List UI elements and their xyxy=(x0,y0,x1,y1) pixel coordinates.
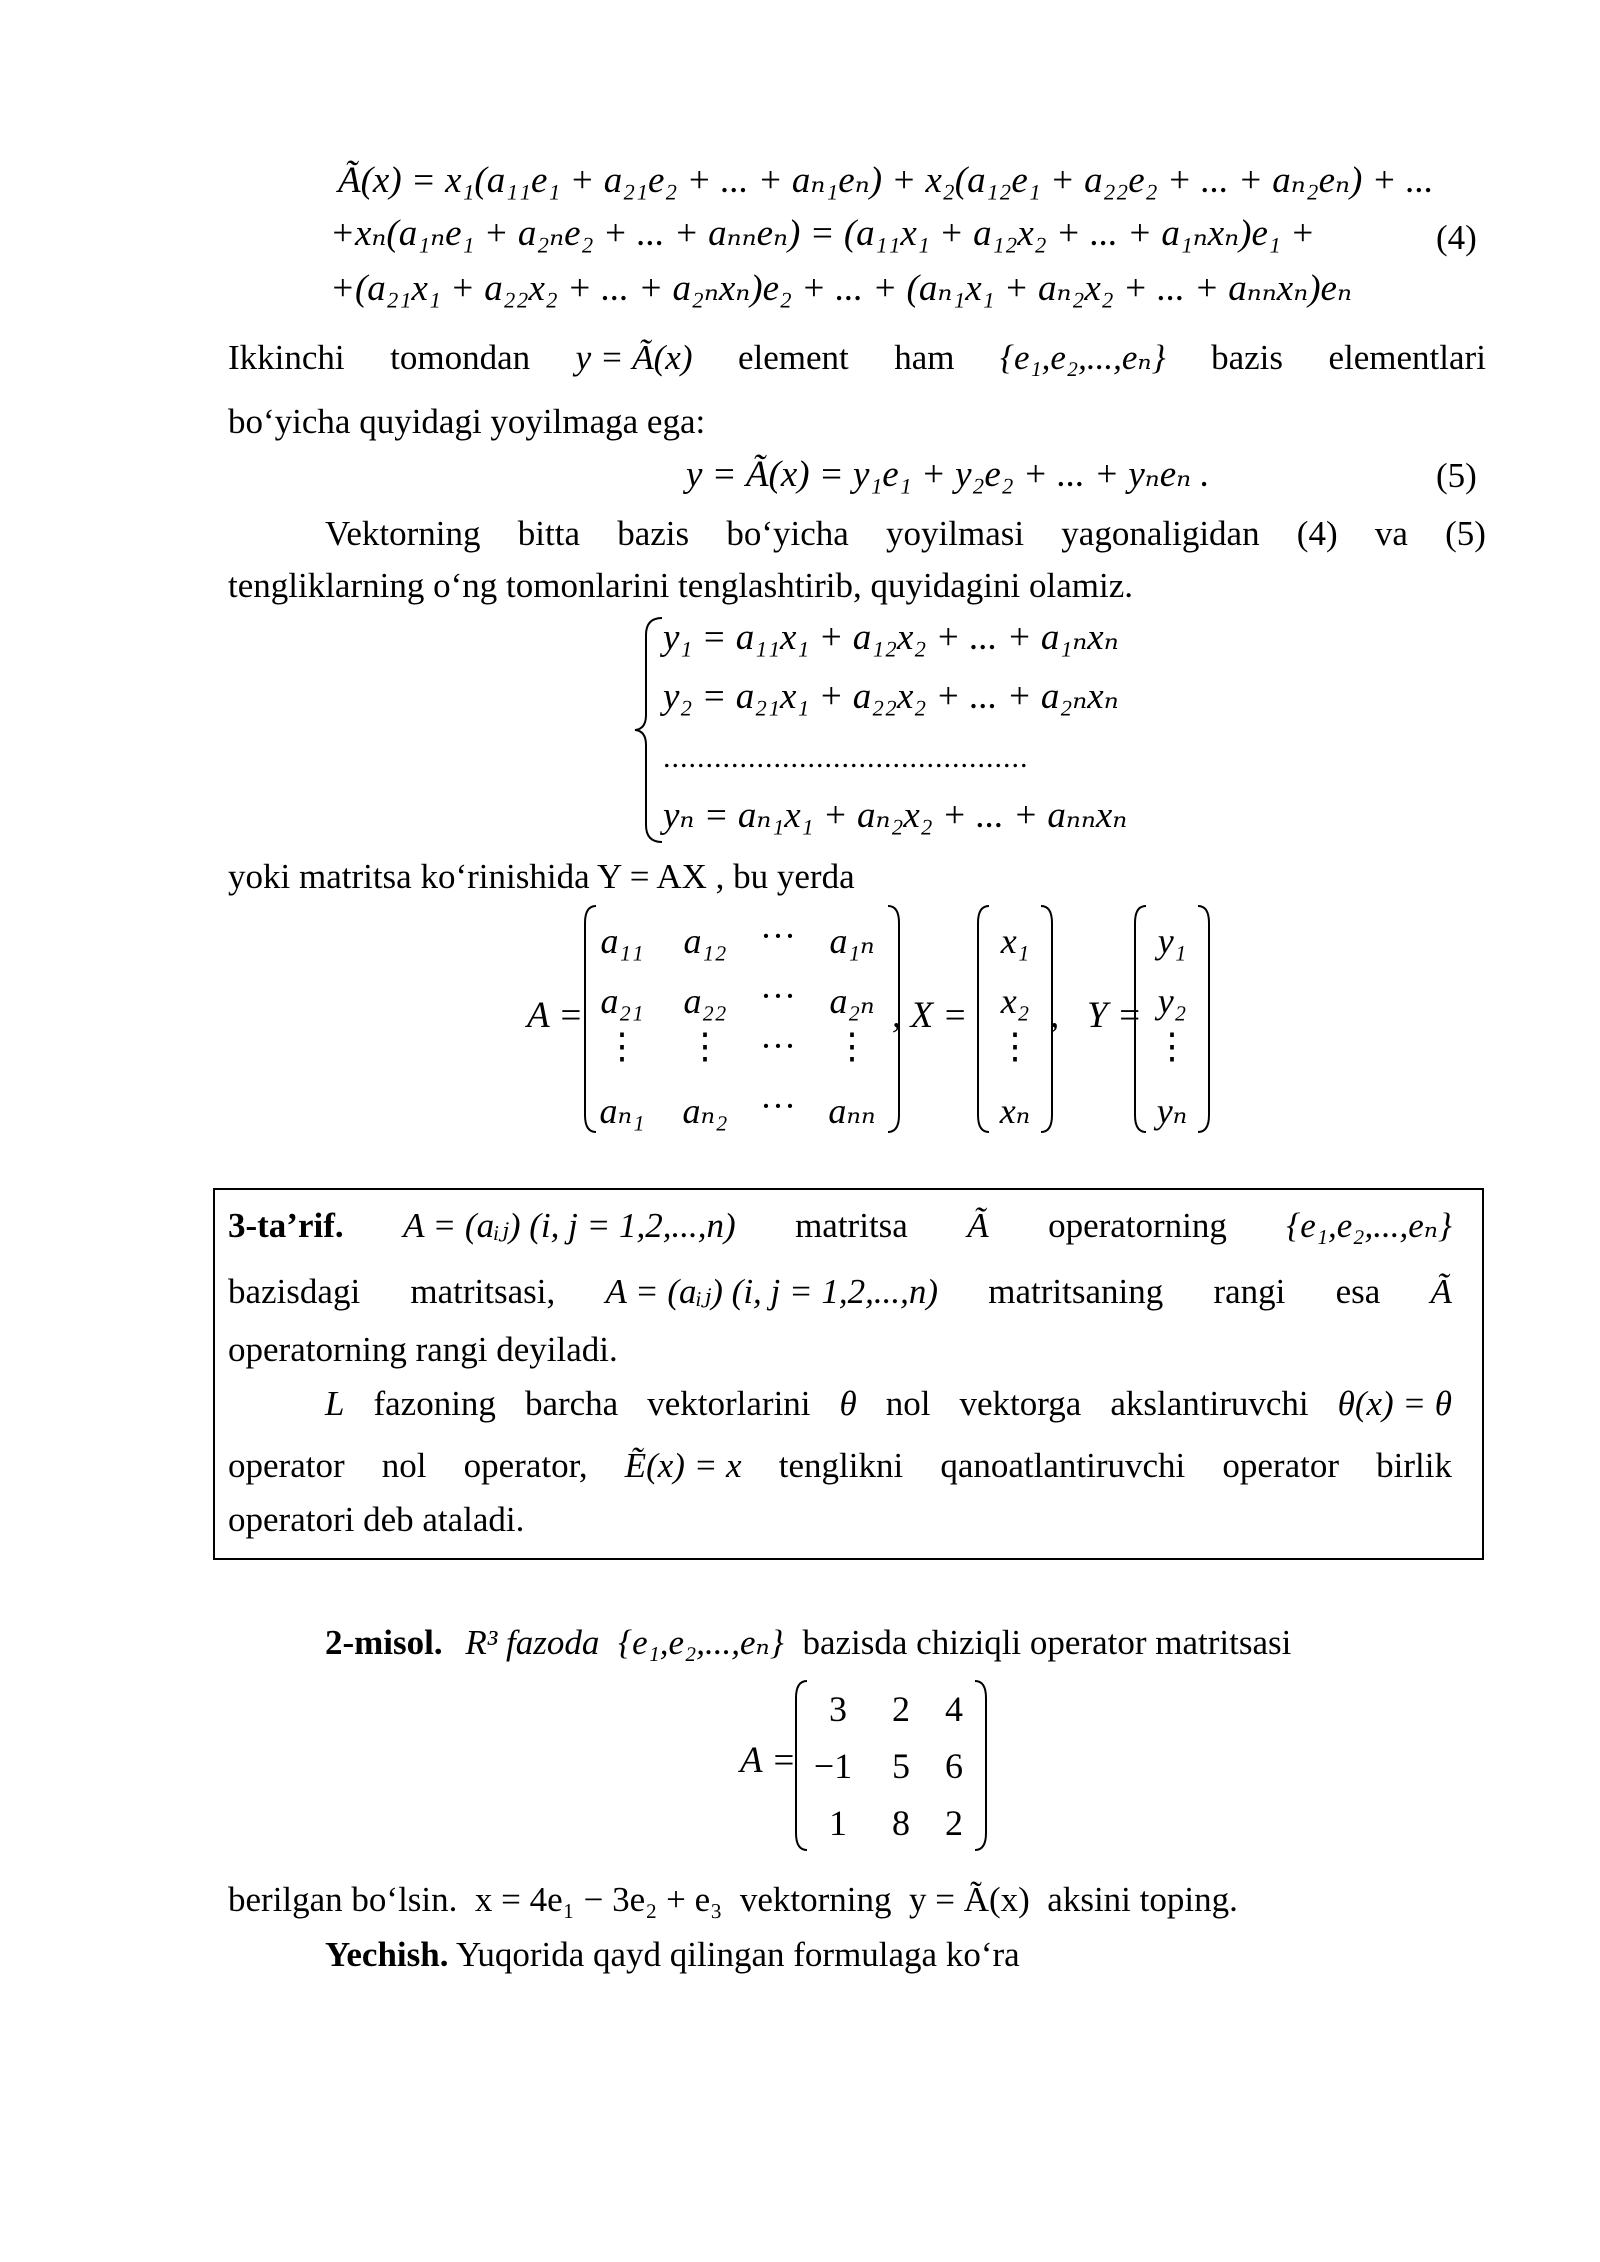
word: bitta xyxy=(517,514,580,553)
word: matritsaning xyxy=(988,1272,1164,1311)
matrix-Y-cell: yₙ xyxy=(1156,1091,1188,1131)
eq5-formula: y = Ã(x) = y₁e₁ + y₂e₂ + ... + yₙeₙ . xyxy=(686,454,1210,495)
word: tomondan xyxy=(390,338,531,377)
system-rown: yₙ = aₙ₁x₁ + aₙ₂x₂ + ... + aₙₙxₙ xyxy=(663,795,1128,836)
example-matrix-cell: 1 xyxy=(829,1803,847,1843)
example-title: 2-misol. xyxy=(325,1623,443,1662)
basis-set: {e₁,e₂,...,eₙ} xyxy=(618,1623,784,1662)
eq5-number: (5) xyxy=(1436,456,1477,495)
definition-line5 xyxy=(228,1446,1452,1486)
word: matritsasi, xyxy=(410,1272,556,1311)
example-given: berilgan bo‘lsin. x = 4e₁ − 3e₂ + e₃ vektorning y = Ã(x) aksini toping. xyxy=(228,1880,1238,1919)
word: matritsa xyxy=(795,1206,908,1245)
example-text: bazisda chiziqli operator matritsasi xyxy=(802,1623,1292,1662)
definition-line6: operatori deb ataladi. xyxy=(228,1500,525,1539)
theta-symbol: θ xyxy=(839,1384,857,1423)
matrix-Y-cell: y₁ xyxy=(1157,921,1187,961)
matrix-Y-cell: ⋮ xyxy=(1154,1026,1190,1066)
matrix-intro: yoki matritsa ko‘rinishida Y = AX , bu yerda xyxy=(228,857,855,896)
word: yagonaligidan xyxy=(1061,514,1260,553)
word: va xyxy=(1374,514,1408,553)
word: tenglikni xyxy=(778,1446,904,1485)
matrix-A-cell: ··· xyxy=(760,976,796,1016)
inline-formula: A = (aᵢⱼ) (i, j = 1,2,...,n) xyxy=(403,1206,736,1245)
eq4-number: (4) xyxy=(1436,218,1477,257)
word: akslantiruvchi xyxy=(1110,1384,1309,1423)
word: rangi xyxy=(1213,1272,1286,1311)
matrix-A-cell: aₙₙ xyxy=(828,1091,876,1131)
matrix-A-cell: a₂₂ xyxy=(683,981,727,1021)
example-matrix-cell: 2 xyxy=(945,1803,963,1843)
example-matrix-cell: 2 xyxy=(892,1689,910,1729)
system-row2: y₂ = a₂₁x₁ + a₂₂x₂ + ... + a₂ₙxₙ xyxy=(663,676,1119,717)
matrix-A-cell: a₂₁ xyxy=(600,981,644,1021)
matrix-X-cell: xₙ xyxy=(999,1091,1031,1131)
word: element xyxy=(737,338,849,377)
definition-line2 xyxy=(228,1272,1452,1312)
matrix-A-cell: aₙ₁ xyxy=(599,1091,645,1131)
word: bazis xyxy=(617,514,690,553)
word: operator xyxy=(1222,1446,1339,1485)
eq4-line1: Ã(x) = x₁(a₁₁e₁ + a₂₁e₂ + ... + aₙ₁eₙ) + x₂(a₁₂e₁ + a₂₂e₂ + ... + aₙ₂eₙ) + ... xyxy=(338,160,1434,201)
definition-line3: operatorning rangi deyiladi. xyxy=(228,1330,618,1369)
matrix-A-cell: ⋮ xyxy=(834,1026,870,1066)
space-symbol: R³ fazoda xyxy=(465,1623,600,1662)
word: nol xyxy=(381,1446,427,1485)
matrix-A-cell: aₙ₂ xyxy=(682,1091,728,1131)
matrix-A-cell: ⋮ xyxy=(604,1026,640,1066)
matrix-A-cell: ⋮ xyxy=(687,1026,723,1066)
word: Vektorning xyxy=(325,514,481,553)
para1-line2: bo‘yicha quyidagi yoyilmaga ega: xyxy=(228,402,706,441)
definition-line4 xyxy=(325,1384,1452,1424)
word: barcha xyxy=(524,1384,619,1423)
example-matrix-cell: 5 xyxy=(892,1746,910,1786)
matrix-A-label: A = xyxy=(527,995,584,1036)
solution-text: Yuqorida qayd qilingan formulaga ko‘ra xyxy=(455,1935,1020,1974)
matrix-A-cell: ··· xyxy=(760,916,796,956)
matrix-A-cell: a₂ₙ xyxy=(829,981,875,1021)
word: birlik xyxy=(1376,1446,1452,1485)
matrix-X-cell: ⋮ xyxy=(997,1026,1033,1066)
word: bazisdagi xyxy=(228,1272,361,1311)
basis-set: {e₁,e₂,...,eₙ} xyxy=(999,338,1166,377)
eq4-line3: +(a₂₁x₁ + a₂₂x₂ + ... + a₂ₙxₙ)e₂ + ... + (aₙ₁x₁ + aₙ₂x₂ + ... + aₙₙxₙ)eₙ xyxy=(330,268,1352,309)
para2-line2: tengliklarning o‘ng tomonlarini tenglashtirib, quyidagini olamiz. xyxy=(228,566,1133,605)
matrix-A-cell: ··· xyxy=(760,1026,796,1066)
example-matrix-cell: 8 xyxy=(892,1803,910,1843)
matrix-Y-label: , Y = xyxy=(1050,995,1142,1036)
eq4-line2: +xₙ(a₁ₙe₁ + a₂ₙe₂ + ... + aₙₙeₙ) = (a₁₁x₁ + a₁₂x₂ + ... + a₁ₙxₙ)e₁ + xyxy=(330,213,1315,254)
definition-line1 xyxy=(228,1206,1452,1246)
word: qanoatlantiruvchi xyxy=(940,1446,1186,1485)
system-brace xyxy=(632,615,666,845)
matrix-A-cell: a₁₁ xyxy=(600,921,644,961)
matrix-Y-cell: y₂ xyxy=(1157,981,1187,1021)
word: bazis xyxy=(1211,338,1284,377)
example-matrix-cell: 4 xyxy=(945,1689,963,1729)
inline-formula: θ(x) = θ xyxy=(1337,1384,1452,1423)
matrix-A-cell: a₁ₙ xyxy=(829,921,875,961)
solution-title: Yechish. xyxy=(325,1935,449,1974)
word: fazoning xyxy=(373,1384,496,1423)
inline-formula: A = (aᵢⱼ) (i, j = 1,2,...,n) xyxy=(605,1272,939,1311)
word: Ikkinchi xyxy=(228,338,345,377)
definition-title: 3-ta’rif. xyxy=(228,1206,344,1245)
inline-formula: y = Ã(x) xyxy=(575,338,693,377)
word: nol xyxy=(885,1384,931,1423)
word: vektorga xyxy=(959,1384,1082,1423)
matrix-A-cell: a₁₂ xyxy=(683,921,727,961)
example-line1 xyxy=(325,1623,1291,1663)
word: operator xyxy=(228,1446,345,1485)
para1-line1 xyxy=(228,338,1486,378)
matrix-X-cell: x₁ xyxy=(1000,921,1030,961)
word: elementlari xyxy=(1328,338,1486,377)
solution-line xyxy=(325,1935,1020,1975)
word: esa xyxy=(1335,1272,1381,1311)
word: bo‘yicha xyxy=(726,514,849,553)
word: (5) xyxy=(1445,514,1486,553)
operator-symbol: Ã xyxy=(967,1206,989,1245)
operator-symbol: Ã xyxy=(1430,1272,1452,1311)
word: operator, xyxy=(463,1446,588,1485)
system-dots: ........................................... xyxy=(663,741,1029,774)
word: L xyxy=(325,1384,345,1423)
word: operatorning xyxy=(1048,1206,1227,1245)
inline-formula: Ẽ(x) = x xyxy=(624,1446,742,1485)
word: vektorlarini xyxy=(647,1384,811,1423)
word: (4) xyxy=(1296,514,1338,553)
matrix-X-cell: x₂ xyxy=(1000,981,1030,1021)
system-row1: y₁ = a₁₁x₁ + a₁₂x₂ + ... + a₁ₙxₙ xyxy=(663,617,1119,658)
word: yoyilmasi xyxy=(886,514,1025,553)
matrix-X-label: , X = xyxy=(892,995,968,1036)
basis-set: {e₁,e₂,...,eₙ} xyxy=(1286,1206,1452,1245)
example-matrix-cell: 3 xyxy=(829,1689,847,1729)
example-matrix-cell: −1 xyxy=(813,1746,853,1786)
matrix-A-cell: ··· xyxy=(760,1086,796,1126)
word: ham xyxy=(894,338,955,377)
para2-line1 xyxy=(325,514,1486,554)
example-matrix-label: A = xyxy=(740,1740,797,1781)
example-matrix-cell: 6 xyxy=(945,1746,963,1786)
